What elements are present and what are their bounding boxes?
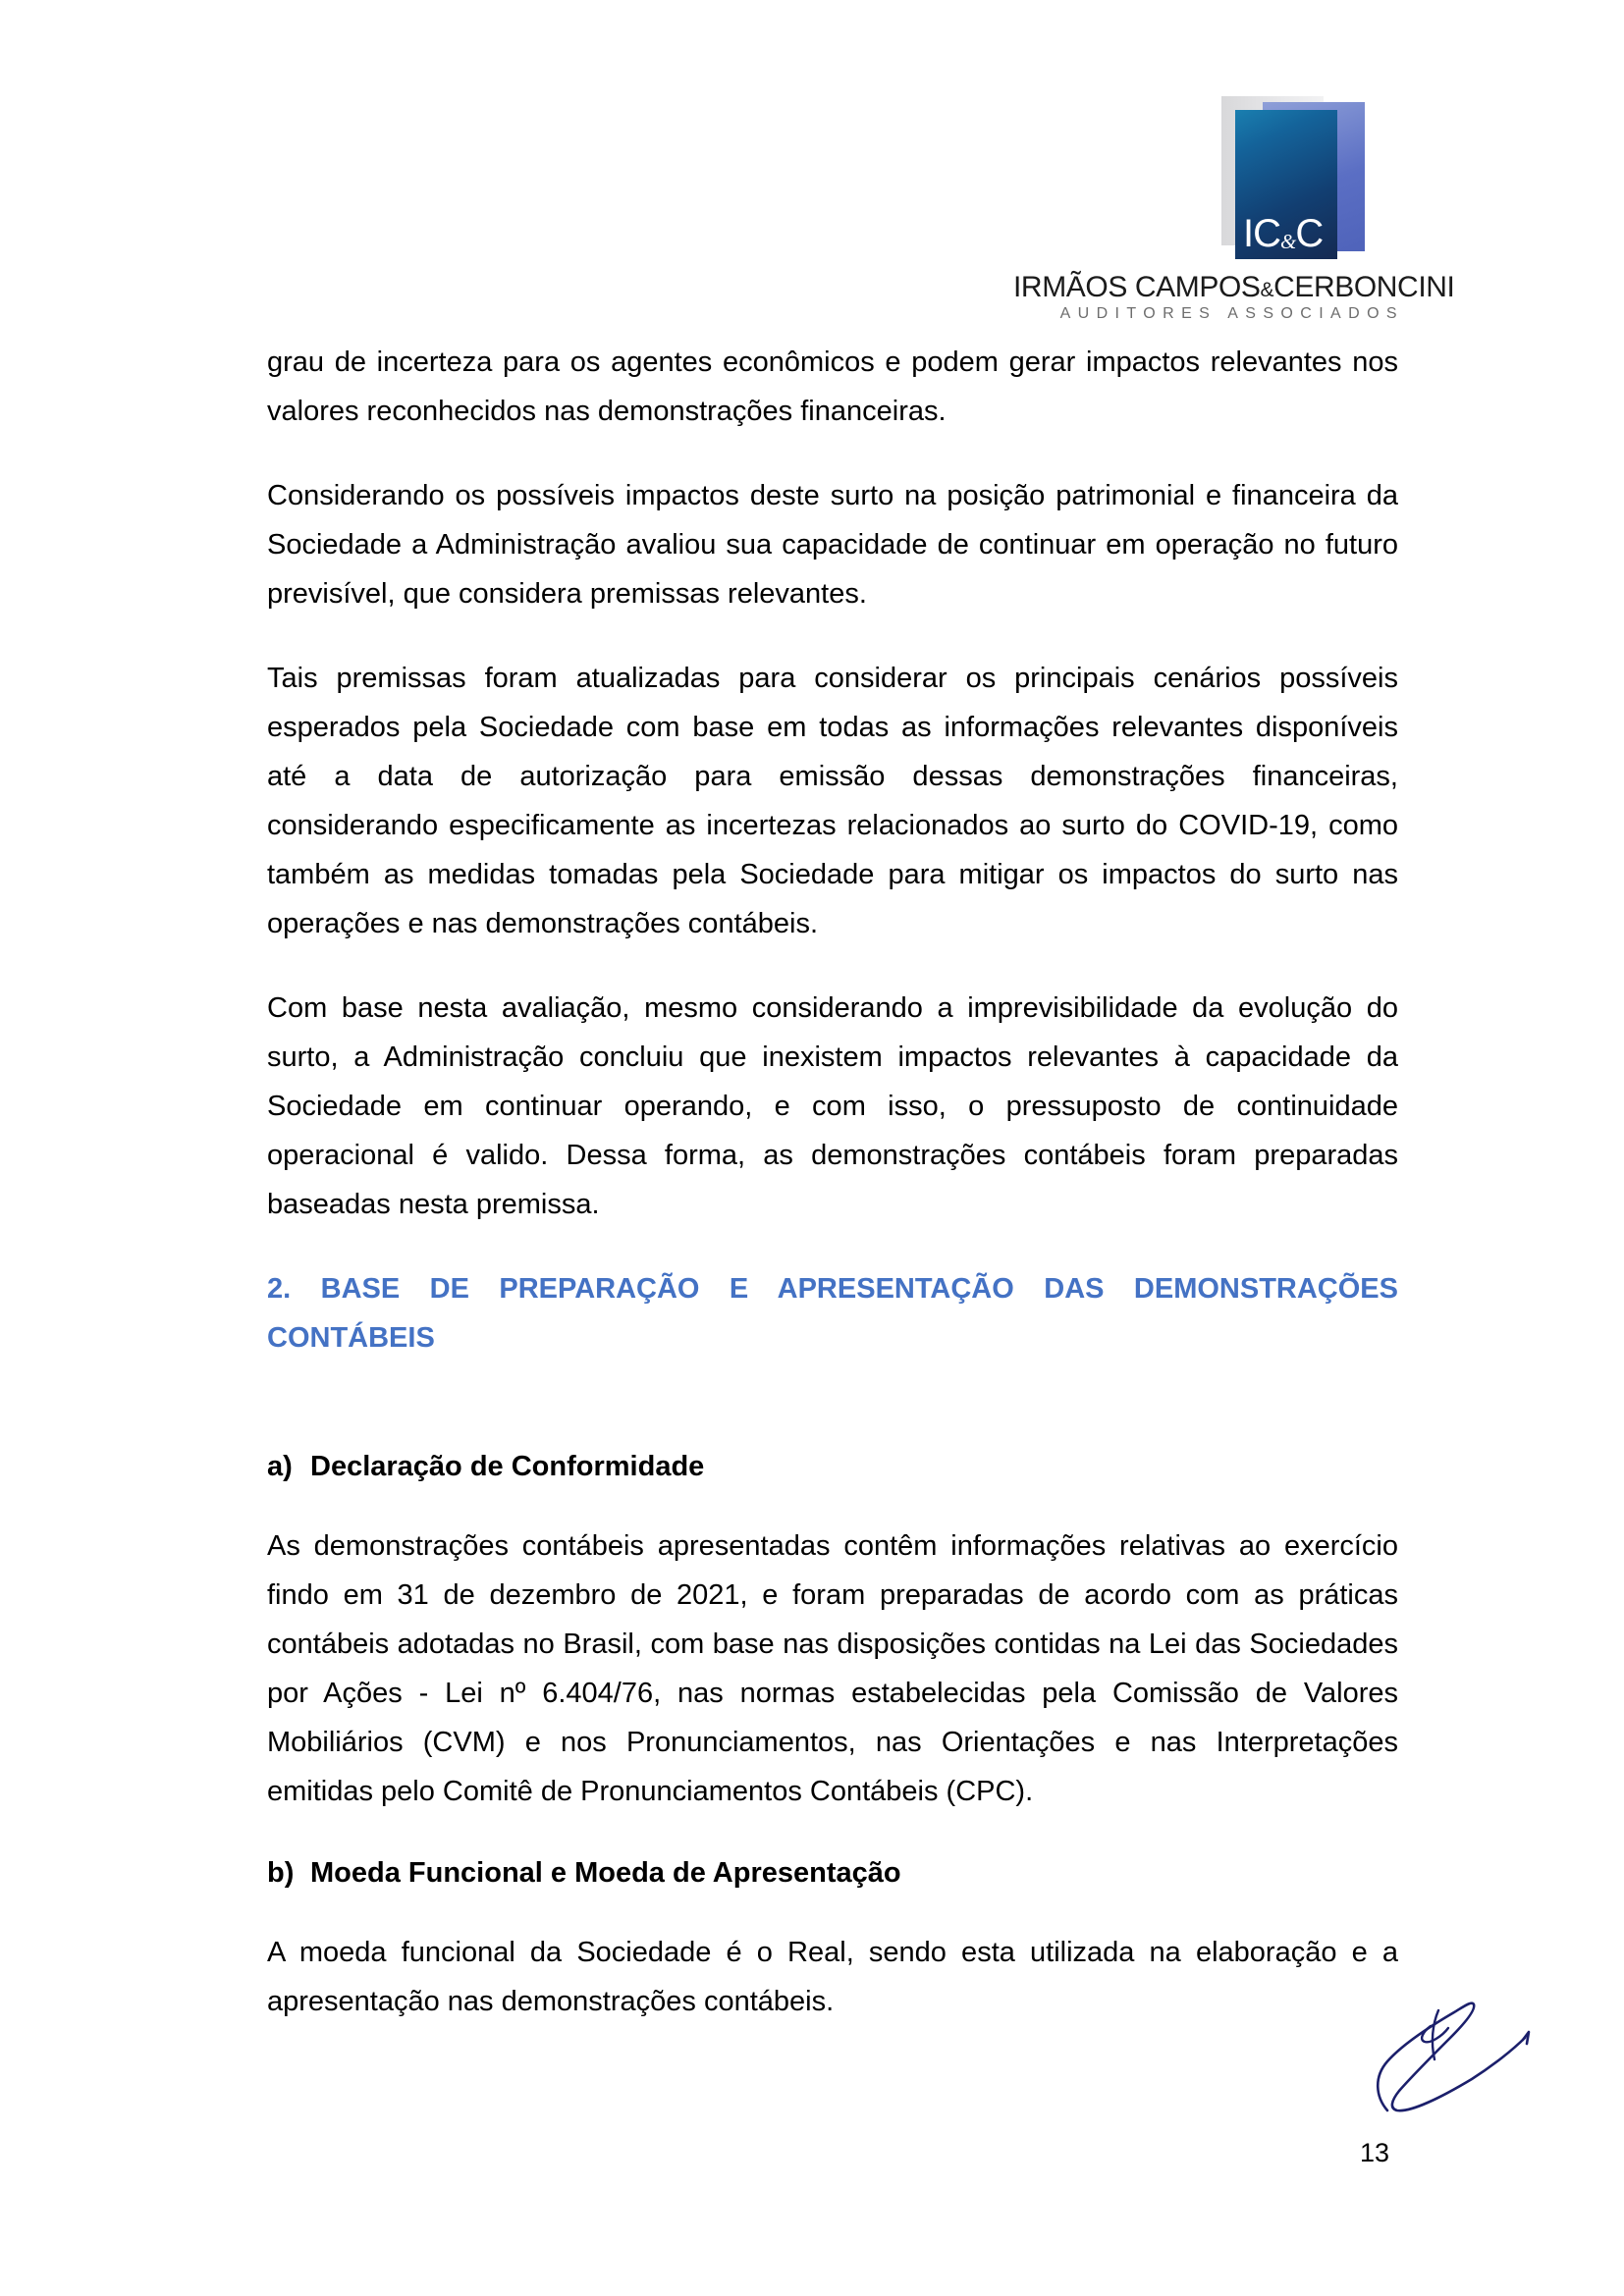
logo-initials-ampersand: & — [1280, 230, 1296, 253]
logo-initials — [1243, 214, 1323, 253]
section-heading-2: 2. BASE DE PREPARAÇÃO E APRESENTAÇÃO DAS DEMONSTRAÇÕES CONTÁBEIS — [267, 1273, 1398, 1354]
firm-name-ampersand: & — [1260, 279, 1274, 301]
subheading-a-marker: a) — [267, 1451, 293, 1482]
logo-initials-c: C — [1295, 212, 1324, 255]
paragraph-functional-currency: A moeda funcional da Sociedade é o Real, sendo esta utilizada na elaboração e a apresentação nas demonstrações contábeis. — [267, 1937, 1398, 2017]
paragraph-impacts-assessment: Considerando os possíveis impactos deste surto na posição patrimonial e financeira da Sociedade a Administração avaliou sua capacidade de continuar em operação no futuro previsível, que considera premissas relevantes. — [267, 480, 1398, 610]
logo-initials-ic: IC — [1243, 212, 1280, 255]
paragraph-going-concern-conclusion: Com base nesta avaliação, mesmo considerando a imprevisibilidade da evolução do surto, a Administração concluiu que inexistem impactos relevantes à capacidade da Sociedade em continuar operando, e com isso, o pressuposto de continuidade operacional é valido. Dessa forma, as demonstrações contábeis foram preparadas baseadas nesta premissa. — [267, 992, 1398, 1220]
letterhead — [1013, 94, 1455, 322]
page-number: 13 — [1360, 2138, 1390, 2167]
firm-name — [1013, 271, 1455, 303]
firm-name-part2: CERBONCINI — [1273, 271, 1455, 303]
firm-subtitle: AUDITORES ASSOCIADOS — [1059, 304, 1404, 322]
subheading-b-moeda-funcional — [267, 1851, 1398, 1895]
subheading-a-declaracao-conformidade — [267, 1445, 1398, 1488]
company-logo-icon — [1221, 94, 1398, 267]
paragraph-continuation: grau de incerteza para os agentes econômicos e podem gerar impactos relevantes nos valores reconhecidos nas demonstrações financeiras. — [267, 347, 1398, 427]
document-body — [267, 338, 1398, 2026]
signature-mark — [1370, 1991, 1556, 2118]
subheading-b-label: Moeda Funcional e Moeda de Apresentação — [310, 1857, 901, 1889]
paragraph-premises-update: Tais premissas foram atualizadas para considerar os principais cenários possíveis esperados pela Sociedade com base em todas as informações relevantes disponíveis até a data de autorização para emissão dessas demonstrações financeiras, considerando especificamente as incertezas relacionados ao surto do COVID-19, como também as medidas tomadas pela Sociedade para mitigar os impactos do surto nas operações e nas demonstrações contábeis. — [267, 663, 1398, 939]
logo-sheet-main — [1235, 110, 1337, 259]
paragraph-conformity-statement: As demonstrações contábeis apresentadas contêm informações relativas ao exercício findo em 31 de dezembro de 2021, e foram preparadas de acordo com as práticas contábeis adotadas no Brasil, com base nas disposições contidas na Lei das Sociedades por Ações - Lei nº 6.404/76, nas normas estabelecidas pela Comissão de Valores Mobiliários (CVM) e nos Pronunciamentos, nas Orientações e nas Interpretações emitidas pelo Comitê de Pronunciamentos Contábeis (CPC). — [267, 1530, 1398, 1807]
subheading-a-label: Declaração de Conformidade — [310, 1451, 705, 1482]
firm-name-part1: IRMÃOS CAMPOS — [1013, 271, 1261, 303]
subheading-b-marker: b) — [267, 1857, 295, 1889]
signature-icon — [1370, 1991, 1556, 2118]
